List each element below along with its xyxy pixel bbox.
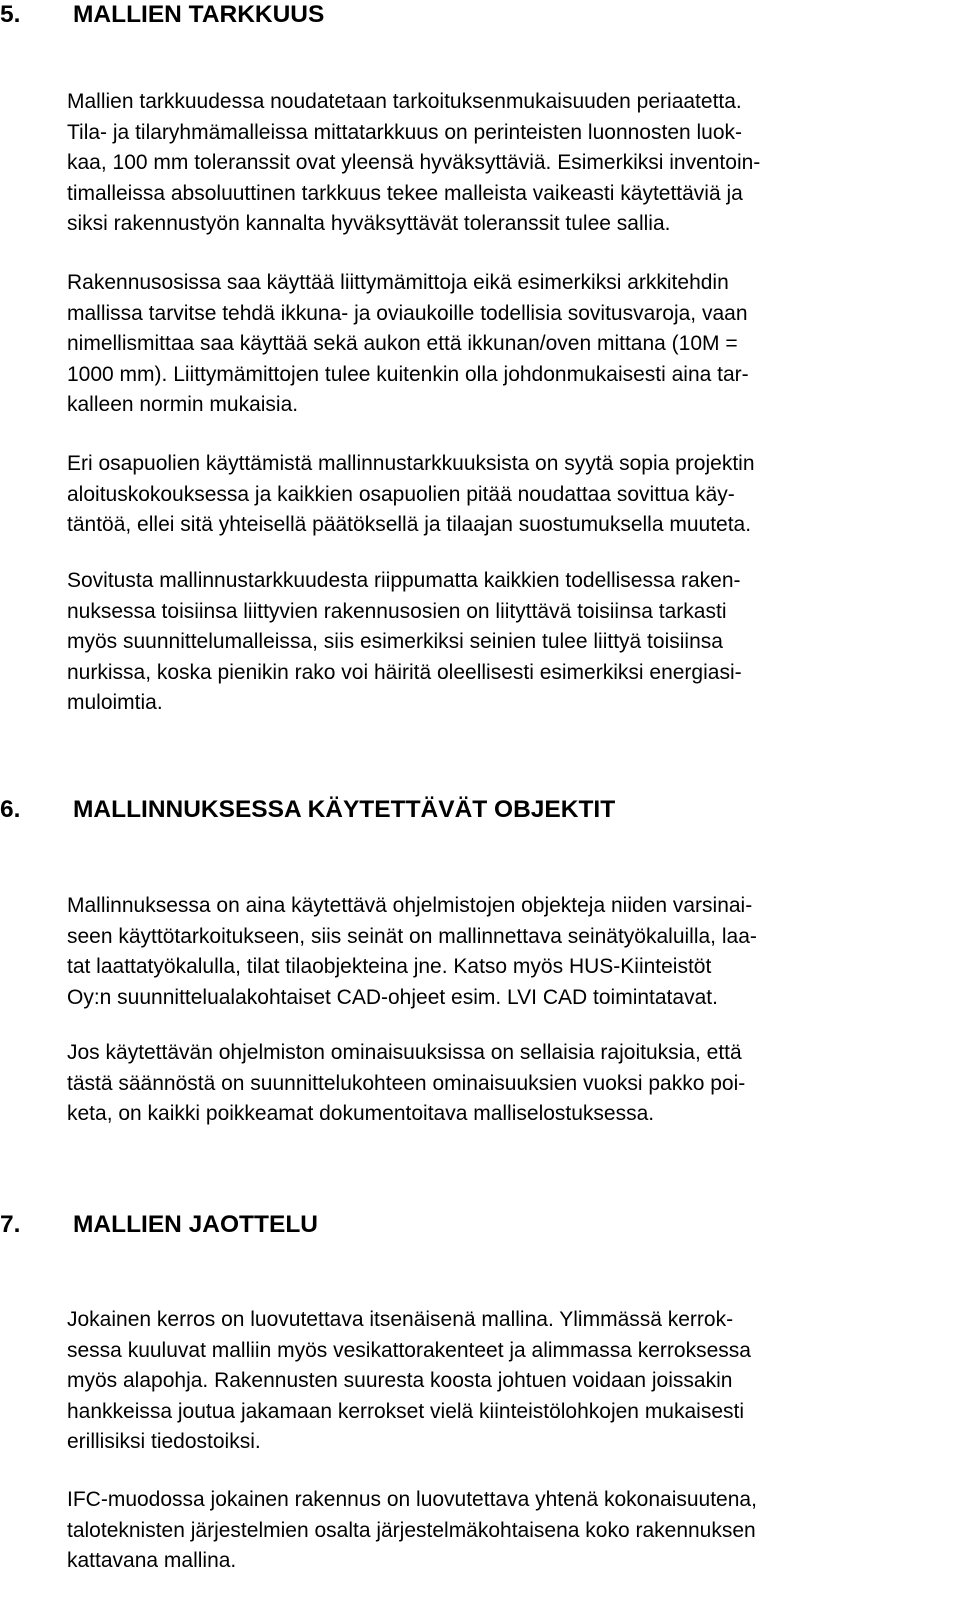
text-line: sessa kuuluvat malliin myös vesikattorakenteet ja alimmassa kerroksessa [67,1338,751,1362]
text-line: täntöä, ellei sitä yhteisellä päätöksellä ja tilaajan suostumuksella muuteta. [67,513,752,536]
paragraph [67,1038,947,1130]
section-heading-5 [0,0,324,30]
text-line: Mallien tarkkuudessa noudatetaan tarkoituksenmukaisuuden periaatetta. [67,90,742,113]
text-line: nurkissa, koska pienikin rako voi häiritä oleellisesti esimerkiksi energiasi- [67,660,742,684]
section-number: 7. [0,1211,21,1238]
text-line: nimellismittaa saa käyttää sekä aukon että ikkunan/oven mittana (10M = [67,332,738,355]
text-line: hankkeissa joutua jakamaan kerrokset vielä kiinteistölohkojen mukaisesti [67,1399,745,1423]
text-line: IFC-muodossa jokainen rakennus on luovutettava yhtenä kokonaisuutena, [67,1488,757,1511]
text-line: kaa, 100 mm toleranssit ovat yleensä hyväksyttäviä. Esimerkiksi inventoin- [67,151,761,174]
paragraph [67,268,947,421]
text-line: 1000 mm). Liittymämittojen tulee kuitenkin olla johdonmukaisesti aina tar- [67,362,749,386]
text-line: seen käyttötarkoitukseen, siis seinät on mallinnettava seinätyökaluilla, laa- [67,924,757,948]
text-line: taloteknisten järjestelmien osalta järjestelmäkohtaisena koko rakennuksen [67,1518,756,1542]
text-line: myös suunnittelumalleissa, siis esimerkiksi seinien tulee liittyä toisiinsa [67,630,723,653]
text-line: erillisiksi tiedostoiksi. [67,1430,261,1453]
text-line: muloimtia. [67,691,163,714]
text-line: tat laattatyökalulla, tilat tilaobjekteina jne. Katso myös HUS-Kiinteistöt [67,955,712,978]
section-number: 6. [0,796,21,823]
text-line: Jos käytettävän ohjelmiston ominaisuuksissa on sellaisia rajoituksia, että [67,1041,742,1064]
section-title: MALLIEN TARKKUUS [73,1,325,28]
section-number: 5. [0,1,21,28]
text-line: mallissa tarvitse tehdä ikkuna- ja oviaukoille todellisia sovitusvaroja, vaan [67,301,748,325]
text-line: nuksessa toisiinsa liittyvien rakennusosien on liityttävä toisiinsa tarkasti [67,599,727,623]
text-line: myös alapohja. Rakennusten suuresta koosta johtuen voidaan joissakin [67,1369,733,1392]
paragraph [67,87,947,240]
paragraph [67,449,947,541]
section-heading-7 [0,1210,318,1240]
text-line: Rakennusosissa saa käyttää liittymämittoja eikä esimerkiksi arkkitehdin [67,271,729,294]
section-heading-6 [0,795,615,825]
section-title: MALLINNUKSESSA KÄYTETTÄVÄT OBJEKTIT [73,796,616,823]
text-line: timalleissa absoluuttinen tarkkuus tekee malleista vaikeasti käytettäviä ja [67,181,743,205]
text-line: tästä säännöstä on suunnittelukohteen ominaisuuksien vuoksi pakko poi- [67,1071,746,1095]
paragraph [67,1305,947,1458]
text-line: Oy:n suunnittelualakohtaiset CAD-ohjeet esim. LVI CAD toimintatavat. [67,985,718,1009]
text-line: aloituskokouksessa ja kaikkien osapuolien pitää noudattaa sovittua käy- [67,482,735,506]
text-line: Mallinnuksessa on aina käytettävä ohjelmistojen objekteja niiden varsinai- [67,894,753,917]
paragraph [67,1485,947,1577]
paragraph [67,566,947,719]
text-line: kattavana mallina. [67,1549,237,1572]
text-line: siksi rakennustyön kannalta hyväksyttävät toleranssit tulee sallia. [67,212,671,235]
text-line: keta, on kaikki poikkeamat dokumentoitava malliselostuksessa. [67,1102,655,1125]
text-line: kalleen normin mukaisia. [67,393,299,416]
text-line: Tila- ja tilaryhmämalleissa mittatarkkuus on perinteisten luonnosten luok- [67,120,743,144]
text-line: Jokainen kerros on luovutettava itsenäisenä mallina. Ylimmässä kerrok- [67,1308,734,1331]
paragraph [67,891,947,1013]
text-line: Sovitusta mallinnustarkkuudesta riippumatta kaikkien todellisessa raken- [67,569,741,592]
text-line: Eri osapuolien käyttämistä mallinnustarkkuuksista on syytä sopia projektin [67,452,755,475]
section-title: MALLIEN JAOTTELU [73,1211,318,1238]
